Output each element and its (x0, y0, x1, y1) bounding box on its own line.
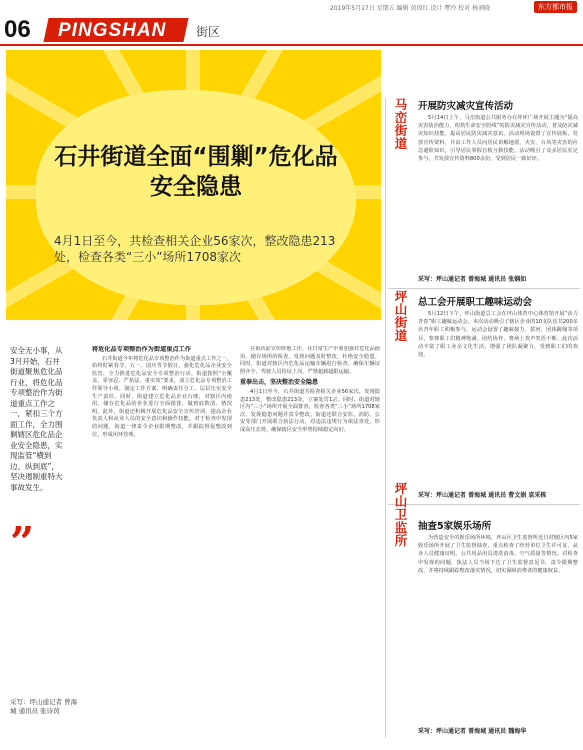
page-number: 06 (4, 16, 31, 43)
byline: 采写：坪山通记者 曾海城 通讯员 张诗茵 (10, 698, 78, 715)
headline-deck: 4月1日至今，共检查相关企业56家次，整改隐患213处，检查各类“三小”场所1708家次 (54, 234, 336, 264)
story-byline: 采写：坪山通记者 曾海城 通讯员 曹文娟 袁采栋 (418, 492, 547, 499)
hero-banner (6, 50, 381, 320)
section-subtitle: 街区 (196, 25, 221, 39)
main-headline: 石井街道全面“围剿”危化品安全隐患 (54, 144, 338, 200)
story-byline: 采写：坪山通记者 曾海城 通讯员 张娴如 (418, 276, 527, 283)
story-body: 5月14日上午，马峦街道公共服务办在坪环广场开展主题为“提高灾害防治能力，构筑生命安全防线”的防灾减灾宣传活动，普及防灾减灾知识技能，提高居民防灾减灾意识。活动现场设置了宣传展板，发放宣传资料，并由工作人员向居民讲解地震、火灾、台风等灾害的应急避险知识，引导居民掌握自救互救技能。活动吸引了众多居民驻足参与，共发放宣传资料800余份，受到居民一致好评。 (418, 115, 578, 163)
district-label-pingshan: 坪 山 街 道 (394, 289, 408, 343)
column-divider (385, 98, 386, 738)
newspaper-logo: 东方都市报 (534, 1, 577, 13)
district-label-maluan: 马 峦 街 道 (394, 97, 408, 151)
story-body: 为营造安全的娱乐场所环境，坪山区卫生监督所近日对辖区内5家娱乐场所开展了卫生监督抽查，重点检查了经营单位卫生许可证、从业人员健康证明、公共用品用具清洗消毒、空气质量等情况。对检查中发现的问题，执法人员当场下达了卫生监督意见书，责令限期整改，并将持续跟踪整改落实情况，切实保障消费者的健康权益。 (418, 535, 578, 574)
article-column-2 (240, 346, 380, 736)
article-subheading: 将危化品专项整治作为街道重点工作 (92, 346, 191, 353)
story-headline: 抽查5家娱乐场所 (418, 521, 492, 532)
story-divider (388, 504, 580, 505)
story-headline: 总工会开展职工趣味运动会 (418, 297, 533, 308)
section-title: PINGSHAN (58, 20, 167, 41)
intro-blurb: 安全无小事，从3月开始，石井街道聚焦危化品行业，将危化品专项整治作为街道重点工作之一，紧扣三个方面工作，全力围剿辖区危化品企业安全隐患，实现监管“横到边、纵到底”，坚决遏制重特大事故发生。 (10, 346, 63, 492)
issue-meta: 2019年5月17日 星期五 编辑 黄琼红 设计 覃玲 校对 杨润晓 (330, 5, 491, 12)
article-paragraph: 石井街道今年将危化品专项整治作为街道重点工作之一，始终盯紧春节、五一、国庆等节假日，强化危化品企业安全监管，全力推进危化品安全专项整治行动。街道按照“全覆盖、零容忍、严执法、重实效”要求，成立危化品专项整治工作领导小组，制定工作方案，明确责任分工，层层压实安全生产责任。同时，街道建立危化品企业台账，对辖区内使用、储存危化品的企业进行全面摸排，做到底数清、情况明。此外，街道还积极开展危化品安全宣传培训，提高企业负责人和从业人员的安全意识和操作技能。对于检查中发现的问题，街道一律责令企业限期整改，并跟踪督促整改到位，形成闭环管理。 (92, 355, 232, 438)
section-header (0, 14, 583, 46)
article-subheading: 重拳出击，坚决整治安全隐患 (240, 379, 319, 387)
story-body: 5月12日下午，坪山街道总工会在坪山体育中心体育馆开展“活力青春”职工趣味运动会，本次活动吸引了辖区企业的10支队伍共200多名青年职工积极参与。运动会设置了趣味接力、拔河、团体跳绳等项目，参赛职工们精神饱满、团结协作，赛场上欢声笑语不断。此次活动丰富了职工业余文化生活，增强了团队凝聚力，受到职工们的欢迎。 (418, 311, 578, 359)
quote-mark-icon: ” (10, 518, 35, 567)
district-label-health-supervision: 坪 山 卫 监 所 (394, 481, 408, 548)
article-paragraph: 在街坊前宣传阵地工作，在日常生产中要加强对危化品使用、储存场所的检查，发现问题及时整改，杜绝安全隐患。同时，街道对辖区内危化品运输车辆进行检查，确保车辆证照齐全、驾驶人员持证上岗，严禁超载超限运输。 (240, 346, 380, 375)
top-info-bar (0, 0, 583, 14)
article-paragraph: 4月1日至今，石井街道共检查相关企业56家次，发现隐患213处，整改隐患213处，立案处罚1宗。同时，街道对辖区内“三小”场所开展全面排查，检查各类“三小”场所1708家次，发现隐患问题并责令整改。街道还联合安监、消防、公安等部门开展联合执法行动，对违法违规行为依法查处，形成高压态势，确保辖区安全形势持续稳定向好。 (240, 388, 380, 433)
story-divider (388, 288, 580, 289)
article-column-1 (92, 346, 232, 736)
story-headline: 开展防灾减灾宣传活动 (418, 101, 514, 112)
story-byline: 采写：坪山通记者 曾海城 通讯员 魏海华 (418, 728, 527, 735)
